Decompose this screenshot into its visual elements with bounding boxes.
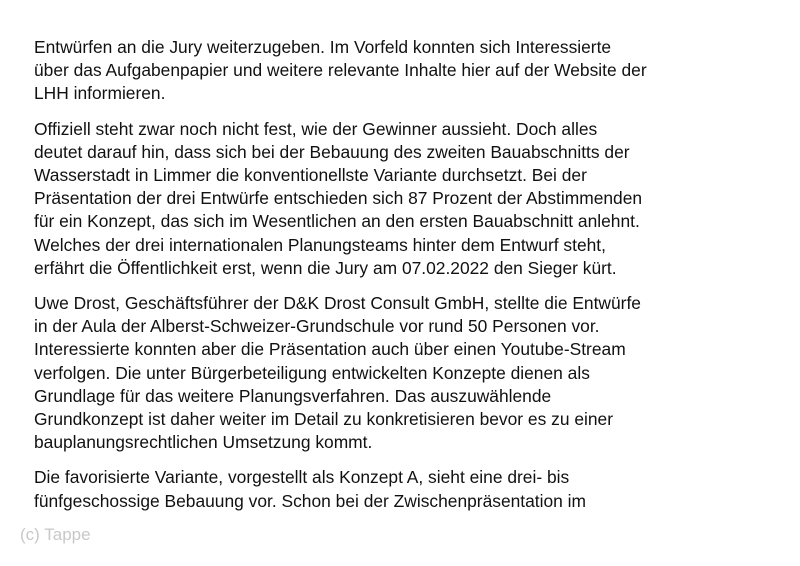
paragraph [34,466,784,512]
text-line: Die favorisierte Variante, vorgestellt als Konzept A, sieht eine drei- bis [34,467,570,488]
text-line: Präsentation der drei Entwürfe entschieden sich 87 Prozent der Abstimmenden [34,188,643,209]
text-line: für ein Konzept, das sich im Wesentlichen an den ersten Bauabschnitt anlehnt. [34,211,640,232]
text-line: Entwürfen an die Jury weiterzugeben. Im Vorfeld konnten sich Interessierte [34,37,612,57]
text-line: Welches der drei internationalen Planungsteams hinter dem Entwurf steht, [34,234,606,255]
text-line: Grundlage für das weitere Planungsverfahren. Das auszuwählende [34,385,552,406]
paragraph [34,118,784,280]
text-line: erfährt die Öffentlichkeit erst, wenn die Jury am 07.02.2022 den Sieger kürt. [34,257,617,278]
text-line: Uwe Drost, Geschäftsführer der D&K Drost Consult GmbH, stellte die Entwürfe [34,293,641,314]
text-line: in der Aula der Alberst-Schweizer-Grundschule vor rund 50 Personen vor. [34,316,600,337]
copyright-watermark: (c) Tappe [20,525,91,544]
text-line: Grundkonzept ist daher weiter im Detail zu konkretisieren bevor es zu einer [34,409,613,430]
text-line: Wasserstadt in Limmer die konventionellste Variante durchsetzt. Bei der [34,165,587,186]
text-line: LHH informieren. [34,83,166,104]
text-line: Interessierte konnten aber die Präsentation auch über einen Youtube-Stream [34,339,626,360]
text-line: fünfgeschossige Bebauung vor. Schon bei der Zwischenpräsentation im [34,490,587,511]
text-line: verfolgen. Die unter Bürgerbeteiligung entwickelten Konzepte dienen als [34,362,590,383]
text-line: Offiziell steht zwar noch nicht fest, wie der Gewinner aussieht. Doch alles [34,118,598,139]
text-line: deutet darauf hin, dass sich bei der Bebauung des zweiten Bauabschnitts der [34,141,630,162]
article-body [34,36,784,525]
text-line: über das Aufgabenpapier und weitere relevante Inhalte hier auf der Website der [34,60,647,81]
text-line: bauplanungsrechtlichen Umsetzung kommt. [34,432,373,453]
paragraph [34,292,784,454]
paragraph [34,36,784,106]
